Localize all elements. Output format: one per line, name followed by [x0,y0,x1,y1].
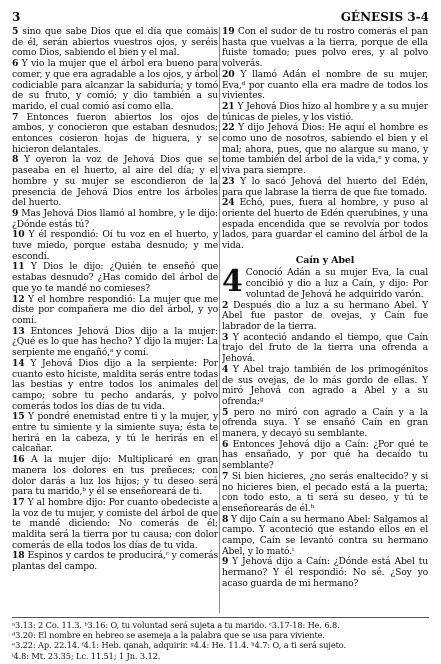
verse-text: Y Jehová Dios hizo al hombre y a su mujer túnicas de pieles, y los vistió. [222,100,428,123]
verse [12,27,218,59]
verse [12,327,218,359]
verse [12,455,218,498]
verse-text: Y Jehová dijo a Caín: ¿Dónde está Abel tu hermano? Y él respondió: No sé. ¿Soy yo acaso guarda de mi hermano? [222,556,428,589]
verse-text: Y oyeron la voz de Jehová Dios que se paseaba en el huerto, al aire del día; y el hombre y su mujer se escondieron de la presencia de Jehová Dios entre los árboles del huerto. [12,154,218,209]
right-column [222,27,428,613]
verse-text: A la mujer dijo: Multiplicaré en gran manera los dolores en tus preñeces; con dolor darás a luz los hijos; y tu deseo será para tu marido,ᵇ y él se enseñoreará de ti. [12,454,218,498]
verse-text: pero no miró con agrado a Caín y a la ofrenda suya. Y se ensañó Caín en gran manera, y decayó su semblante. [222,406,428,440]
verse-number: 5 [12,27,19,37]
verse-number: 21 [222,100,235,112]
verse [222,123,428,177]
verse [12,209,218,230]
verse [222,27,428,70]
verse-text: Y el hombre respondió: La mujer que me diste por compañera me dio del árbol, y yo comí. [12,293,218,326]
verse-number: 8 [12,154,19,166]
verse-number: 12 [12,293,25,305]
verse-text: Y Jehová Dios dijo a la serpiente: Por cuanto esto hiciste, maldita serás entre todas las bestias y entre todos los animales del campo; sobre tu pecho andarás, y polvo comerás todos los días de tu vida. [12,357,218,412]
verse [222,365,428,408]
verse-text: Con el sudor de tu rostro comerás el pan hasta que vuelvas a la tierra, porque de ella fuiste tomado; pues polvo eres, y al polvo volverás. [222,27,428,70]
verse-number: 14 [12,357,25,369]
verse [222,198,428,252]
verse [12,359,218,413]
verse [222,472,428,515]
verse [12,498,218,552]
verse-number: 11 [12,261,25,273]
verse [12,551,218,572]
verse [222,515,428,558]
verse-number: 20 [222,68,235,80]
footnote-line: ᵃ3.13: 2 Co. 11.3. ᵇ3.16: O, tu voluntad será sujeta a tu marido. ᶜ3.17-18: He. 6.8. [12,620,340,630]
footnotes [12,620,429,661]
verse-text: Y lo sacó Jehová del huerto del Edén, para que labrase la tierra de que fue tomado. [222,175,428,198]
column-divider [219,27,220,613]
verse [12,262,218,294]
verse-text: Y al hombre dijo: Por cuanto obedeciste a la voz de tu mujer, y comiste del árbol de que te mandé diciendo: No comerás de él; maldita será la tierra por tu causa; con dolor comerás de ella todos los días de tu vida. [12,496,218,551]
verse-text: Entonces Jehová Dios dijo a la mujer: ¿Qué es lo que has hecho? Y dijo la mujer: La serpiente me engañó,ᵃ y comí. [12,325,218,359]
verse-number: 7 [222,470,229,482]
verse-text: Después dio a luz a su hermano Abel. Y Abel fue pastor de ovejas, y Caín fue labrador de la tierra. [222,299,428,332]
right-column-verses-chapter-4 [222,301,428,590]
verse-number: 15 [12,411,25,423]
verse-text: Y llamó Adán el nombre de su mujer, Eva,ᵈ por cuanto ella era madre de todos los vivientes. [222,68,428,102]
verse [222,301,428,333]
right-column-verses-chapter-3 [222,27,428,252]
chapter-drop-cap: 4 [222,264,243,300]
verse-text: Y Abel trajo también de los primogénitos de sus ovejas, de lo más gordo de ellas. Y miró Jehová con agrado a Abel y a su ofrenda;ᵍ [222,363,428,407]
verse [222,333,428,365]
verse-text: Y pondré enemistad entre ti y la mujer, y entre tu simiente y la simiente suya; ésta te herirá en la cabeza, y tú le herirás en el calcañar. [12,411,218,455]
verse [12,155,218,209]
chapter-first-verse: Conoció Adán a su mujer Eva, la cual concibió y dio a luz a Caín, y dijo: Por voluntad de Jehová he adquirido varón. [245,267,428,300]
verse-number: 19 [222,27,235,37]
verse-text: Mas Jehová Dios llamó al hombre, y le dijo: ¿Dónde estás tú? [12,207,218,230]
verse [222,408,428,440]
verse-number: 6 [222,438,229,450]
footnote-line: ᵉ3.22: Ap. 22.14. ᶠ4.1: Heb. qanah, adquirir. ᵍ4.4: He. 11.4. ʰ4.7: O, a ti será sujeto. [12,640,346,651]
verse-number: 9 [222,556,229,568]
verse-text: Entonces Jehová dijo a Caín: ¿Por qué te has ensañado, y por qué ha decaído tu semblante? [222,438,428,472]
verse [12,113,218,156]
footnote-line: ᵈ3.20: El nombre en hebreo se asemeja a la palabra que se usa para viviente. [12,630,325,641]
verse-number: 5 [222,406,229,418]
chapter-reference: GÉNESIS 3-4 [340,10,429,24]
verse [222,70,428,102]
verse [222,102,428,123]
verse-number: 24 [222,197,235,209]
verse-text: Echó, pues, fuera al hombre, y puso al oriente del huerto de Edén querubines, y una espada encendida que se revolvía por todos lados, para guardar el camino del árbol de la vida. [222,197,428,252]
verse-number: 7 [12,111,19,123]
verse-text: Espinos y cardos te producirá,ᶜ y comerás plantas del campo. [12,550,218,573]
chapter-opening [222,264,428,300]
section-title: Caín y Abel [295,254,355,266]
verse [12,230,218,262]
verse-number: 23 [222,175,235,187]
verse-number: 17 [12,496,25,508]
verse-number: 22 [222,122,235,134]
verse-number: 4 [222,363,229,375]
verse [222,557,428,589]
verse [222,177,428,198]
verse [12,59,218,113]
verse-text: Y aconteció andando el tiempo, que Caín trajo del fruto de la tierra una ofrenda a Jehová. [222,331,428,365]
verse-number: 3 [222,331,229,343]
verse-number: 13 [12,325,25,337]
verse [222,440,428,472]
verse-text: Entonces fueron abiertos los ojos de ambos, y conocieron que estaban desnudos; entonces cosieron hojas de higuera, y se hicieron delantales. [12,111,218,155]
verse-number: 6 [12,58,19,70]
left-column [12,27,218,613]
verse-text: Y vio la mujer que el árbol era bueno para comer, y que era agradable a los ojos, y árbol codiciable para alcanzar la sabiduría; y tomó de su fruto, y comió; y dio también a su marido, el cual comió así como ella. [12,58,218,112]
verse-number: 2 [222,299,229,311]
verse-text: Y dijo Jehová Dios: He aquí el hombre es como uno de nosotros, sabiendo el bien y el mal; ahora, pues, que no alargue su mano, y tome también del árbol de la vida,ᵉ y coma, y viva para siempre. [222,122,428,177]
verse-number: 18 [12,550,25,562]
verse-text: Si bien hicieres, ¿no serás enaltecido? y si no hicieres bien, el pecado está a la puerta; con todo esto, a ti será su deseo, y tú te enseñorearás de él.ʰ [222,470,428,514]
verse-number: 10 [12,229,25,241]
verse-text: Y Dios le dijo: ¿Quién te enseñó que estabas desnudo? ¿Has comido del árbol de que yo te mandé no comieses? [12,261,218,294]
verse [12,295,218,327]
verse-text: sino que sabe Dios que el día que comáis de él, serán abiertos vuestros ojos, y seréis como Dios, sabiendo el bien y el mal. [12,27,218,59]
verse-number: 8 [222,513,229,525]
page-number: 3 [12,10,21,24]
footnote-divider [12,617,429,618]
verse-number: 9 [12,207,19,219]
verse-number: 16 [12,454,25,466]
verse-text: Y él respondió: Oí tu voz en el huerto, y tuve miedo, porque estaba desnudo; y me escondí. [12,229,218,262]
verse [12,412,218,455]
footnote-line: ⁱ4.8: Mt. 23.35; Lc. 11.51; 1 Jn. 3.12. [12,650,161,661]
verse-text: Y dijo Caín a su hermano Abel: Salgamos al campo. Y aconteció que estando ellos en el campo, Caín se levantó contra su hermano Abel, y lo mató.ⁱ [222,513,428,557]
